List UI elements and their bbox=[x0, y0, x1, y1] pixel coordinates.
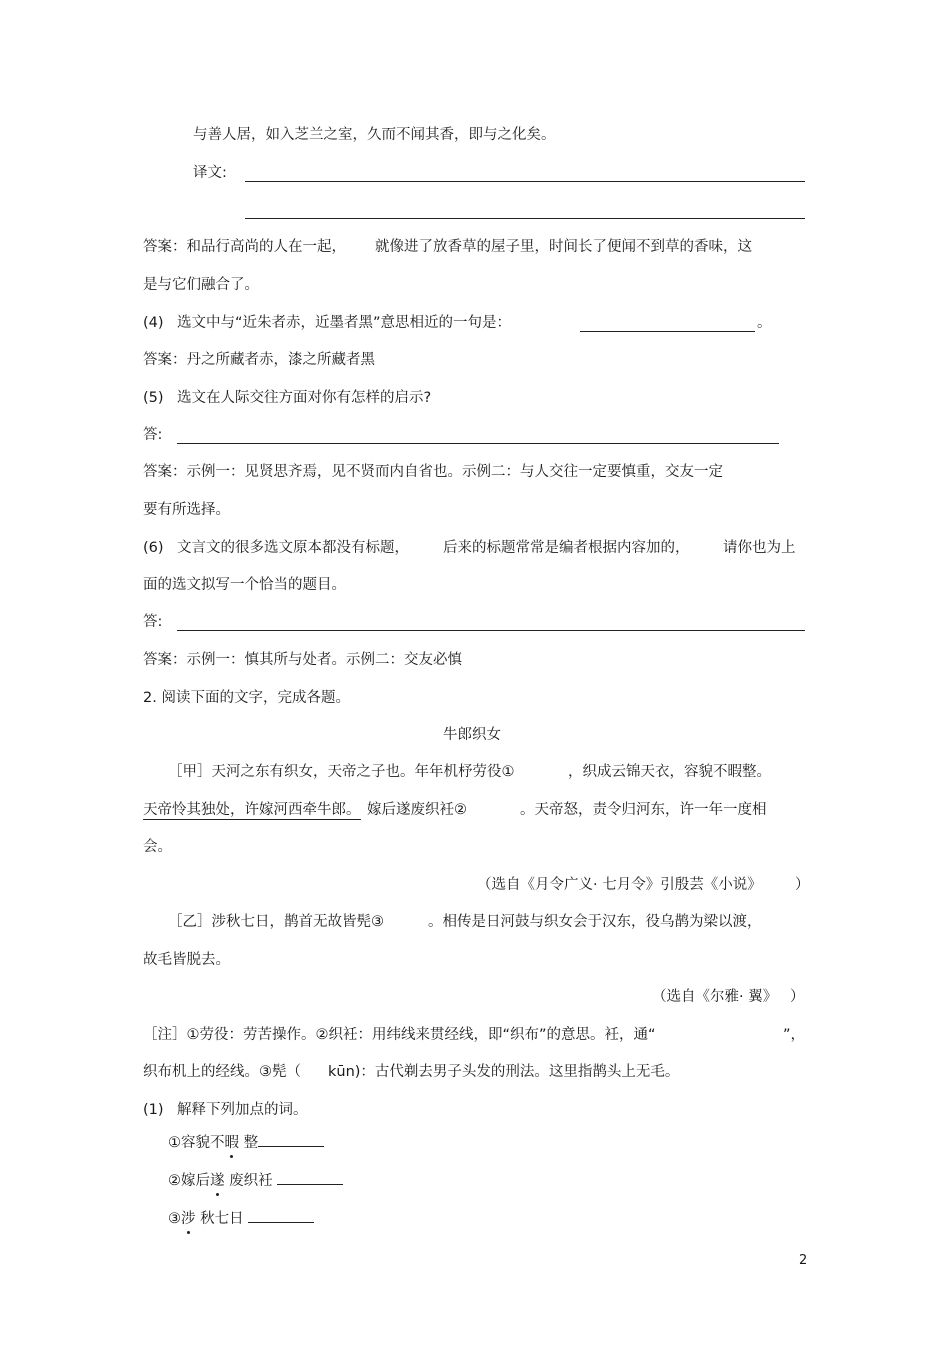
answer-line bbox=[245, 218, 805, 219]
source-citation: ） bbox=[790, 989, 805, 1005]
question-number: (1) bbox=[143, 1102, 164, 1118]
passage-jia: 会。 bbox=[143, 839, 172, 855]
note-text: ［注］①劳役：劳苦操作。②织衽：用纬线来贯经线，即“织布”的意思。衽，通“ bbox=[143, 1027, 656, 1043]
question-text: 后来的标题常常是编者根据内容加的， bbox=[443, 540, 690, 556]
answer-line bbox=[177, 630, 805, 631]
question-text: 请你也为上 bbox=[723, 540, 796, 556]
vocab-suffix: 秋七日 bbox=[200, 1211, 244, 1227]
answer-text: 答案：示例一：见贤思齐焉，见不贤而内自省也。示例二：与人交往一定要慎重，交友一定 bbox=[143, 464, 723, 480]
answer-text: 是与它们融合了。 bbox=[143, 277, 259, 293]
answer-line bbox=[177, 443, 779, 444]
question-text: 文言文的很多选文原本都没有标题， bbox=[177, 540, 409, 556]
answer-text: 答案：丹之所藏者赤，漆之所藏者黑 bbox=[143, 352, 375, 368]
answer-text: 答案：示例一：慎其所与处者。示例二：交友必慎 bbox=[143, 652, 462, 668]
dotted-word: 遂 bbox=[210, 1173, 225, 1189]
answer-label: 答: bbox=[143, 427, 163, 443]
vocab-item bbox=[168, 1132, 324, 1153]
fill-blank[interactable] bbox=[258, 1132, 324, 1147]
vocab-suffix: 废织衽 bbox=[229, 1173, 273, 1189]
page-number: 2 bbox=[799, 1253, 808, 1268]
question-text: 面的选文拟写一个恰当的题目。 bbox=[143, 577, 346, 593]
question-text: 解释下列加点的词。 bbox=[177, 1102, 308, 1118]
vocab-item bbox=[168, 1208, 314, 1229]
source-citation: （选自《月令广义· 七月令》引殷芸《小说》 bbox=[477, 877, 762, 893]
passage-title: 牛郎织女 bbox=[443, 727, 501, 743]
question-number: (6) bbox=[143, 540, 164, 556]
fill-blank[interactable] bbox=[248, 1208, 314, 1223]
source-citation: （选自《尔雅· 翼》 bbox=[652, 989, 778, 1005]
note-text: 织布机上的经线。③髡（ bbox=[143, 1064, 301, 1080]
fill-blank[interactable] bbox=[277, 1170, 343, 1185]
section-heading: 2. 阅读下面的文字，完成各题。 bbox=[143, 690, 350, 706]
vocab-prefix: ①容貌不 bbox=[168, 1135, 225, 1151]
text-line: 与善人居，如入芝兰之室，久而不闻其香，即与之化矣。 bbox=[193, 127, 556, 143]
note-text: kūn)：古代剃去男子头发的刑法。这里指鹊头上无毛。 bbox=[328, 1064, 680, 1080]
note-text: ”， bbox=[783, 1027, 806, 1043]
answer-line bbox=[245, 181, 805, 182]
question-text: 。 bbox=[757, 315, 772, 331]
passage-jia: 。天帝怒，责令归河东，许一年一度相 bbox=[520, 802, 767, 818]
answer-line bbox=[580, 331, 755, 332]
answer-text: 要有所选择。 bbox=[143, 502, 230, 518]
question-text: 选文中与“近朱者赤，近墨者黑”意思相近的一句是： bbox=[177, 315, 512, 331]
source-citation: ） bbox=[795, 877, 810, 893]
vocab-prefix: ②嫁后 bbox=[168, 1173, 210, 1189]
passage-jia: ，织成云锦天衣，容貌不暇整。 bbox=[568, 764, 771, 780]
passage-yi: ［乙］涉秋七日，鹊首无故皆髡③ bbox=[168, 914, 384, 930]
passage-jia-underlined bbox=[143, 800, 361, 820]
vocab-suffix: 整 bbox=[243, 1135, 259, 1151]
question-number: (5) bbox=[143, 390, 164, 406]
question-text: 选文在人际交往方面对你有怎样的启示? bbox=[177, 390, 432, 406]
answer-text: 就像进了放香草的屋子里，时间长了便闻不到草的香味，这 bbox=[375, 239, 752, 255]
answer-text: 答案：和品行高尚的人在一起， bbox=[143, 239, 346, 255]
dotted-word: 涉 bbox=[181, 1211, 196, 1227]
vocab-prefix: ③ bbox=[168, 1211, 181, 1227]
answer-label: 答: bbox=[143, 614, 163, 630]
passage-yi: 。相传是日河鼓与织女会于汉东，役乌鹊为梁以渡， bbox=[428, 914, 762, 930]
underlined-sentence: 天帝怜其独处，许嫁河西牵牛郎。 bbox=[143, 802, 361, 818]
passage-yi: 故毛皆脱去。 bbox=[143, 952, 230, 968]
dotted-word: 暇 bbox=[224, 1135, 239, 1151]
passage-jia: 嫁后遂废织衽② bbox=[367, 802, 467, 818]
passage-jia: ［甲］天河之东有织女，天帝之子也。年年机杼劳役① bbox=[168, 764, 515, 780]
question-number: (4) bbox=[143, 315, 164, 331]
vocab-item bbox=[168, 1170, 343, 1191]
translation-label: 译文: bbox=[193, 165, 227, 181]
